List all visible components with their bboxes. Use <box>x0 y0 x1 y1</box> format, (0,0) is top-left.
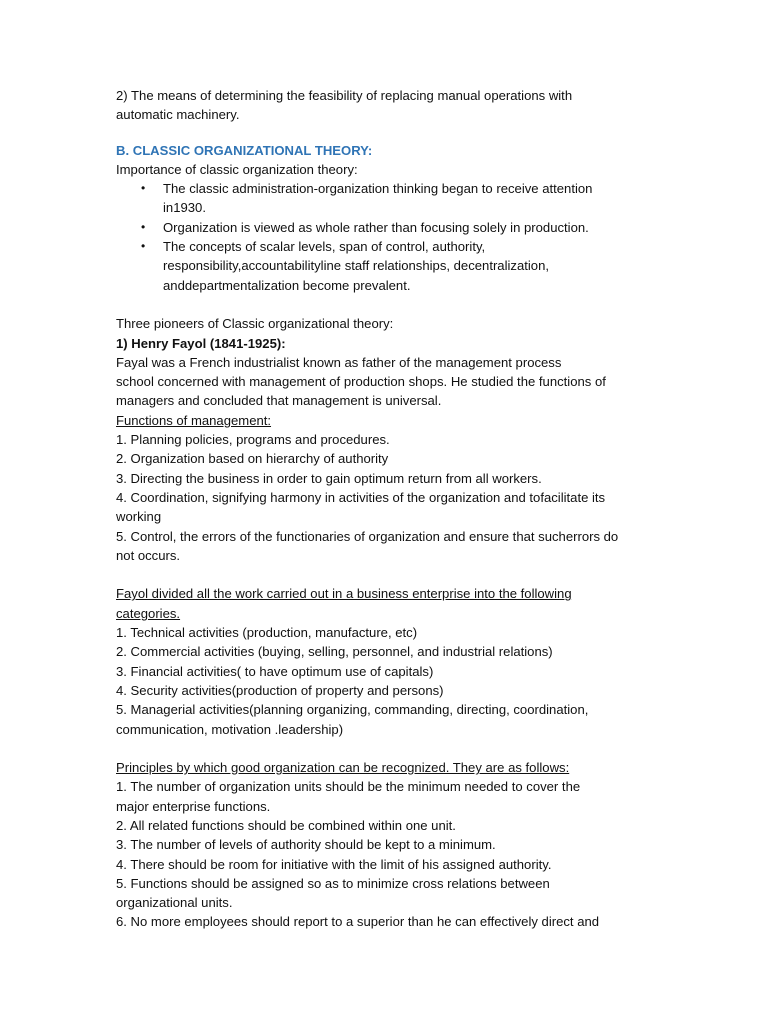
principles-line: 6. No more employees should report to a superior than he can effectively direct and <box>116 914 600 930</box>
categories-line: 1. Technical activities (production, manufacture, etc) <box>116 625 418 641</box>
fayol-desc-line: Fayal was a French industrialist known as father of the management process <box>116 354 562 370</box>
principles-line: 3. The number of levels of authority should be kept to a minimum. <box>116 837 496 853</box>
bullet-icon: • <box>141 239 146 254</box>
functions-line: 5. Control, the errors of the functionaries of organization and ensure that sucherrors do <box>116 528 619 544</box>
principles-line: 4. There should be room for initiative with the limit of his assigned authority. <box>116 856 552 872</box>
intro-line-1: 2) The means of determining the feasibility of replacing manual operations with <box>116 88 573 103</box>
functions-heading: Functions of management: <box>116 412 272 428</box>
principles-line: major enterprise functions. <box>116 798 271 814</box>
bullet-line: Organization is viewed as whole rather than focusing solely in production. <box>163 219 589 235</box>
functions-line: 4. Coordination, signifying harmony in activities of the organization and tofacilitate its <box>116 489 606 505</box>
bullet-item <box>116 237 676 295</box>
spacer <box>116 295 676 314</box>
bullet-line: anddepartmentalization become prevalent. <box>163 277 411 293</box>
bullet-icon: • <box>141 181 146 196</box>
bullet-line: The classic administration-organization thinking began to receive attention <box>163 181 593 197</box>
functions-line: not occurs. <box>116 547 181 563</box>
bullet-item <box>116 218 676 237</box>
bullet-icon: • <box>141 219 146 234</box>
bullet-line: in1930. <box>163 200 206 216</box>
fayol-desc-line: managers and concluded that management is universal. <box>116 393 442 409</box>
functions-line: 3. Directing the business in order to gain optimum return from all workers. <box>116 470 542 486</box>
importance-bullet-list <box>116 179 676 295</box>
spacer <box>116 125 676 141</box>
bullet-line: responsibility,accountabilityline staff relationships, decentralization, <box>163 258 549 274</box>
functions-line: working <box>116 509 162 525</box>
categories-line: 4. Security activities(production of property and persons) <box>116 682 444 698</box>
principles-line: 2. All related functions should be combined within one unit. <box>116 817 456 833</box>
bullet-line: The concepts of scalar levels, span of control, authority, <box>163 239 486 255</box>
principles-line: 5. Functions should be assigned so as to minimize cross relations between <box>116 875 550 891</box>
importance-label: Importance of classic organization theory: <box>116 161 358 177</box>
categories-heading-line: categories. <box>116 605 181 621</box>
categories-line: communication, motivation .leadership) <box>116 721 344 737</box>
spacer <box>116 565 676 584</box>
fayol-heading: 1) Henry Fayol (1841-1925): <box>116 335 286 351</box>
principles-line: organizational units. <box>116 895 233 911</box>
categories-line: 3. Financial activities( to have optimum use of capitals) <box>116 663 434 679</box>
categories-heading-line: Fayol divided all the work carried out in a business enterprise into the following <box>116 586 572 602</box>
intro-line-2: automatic machinery. <box>116 107 240 123</box>
principles-line: 1. The number of organization units should be the minimum needed to cover the <box>116 779 581 795</box>
principles-heading: Principles by which good organization can be recognized. They are as follows: <box>116 760 570 776</box>
pioneers-intro: Three pioneers of Classic organizational theory: <box>116 316 394 332</box>
categories-line: 5. Managerial activities(planning organizing, commanding, directing, coordination, <box>116 702 589 718</box>
fayol-desc-line: school concerned with management of production shops. He studied the functions of <box>116 374 606 390</box>
bullet-item <box>116 179 676 218</box>
spacer <box>116 739 676 758</box>
categories-line: 2. Commercial activities (buying, selling, personnel, and industrial relations) <box>116 644 553 660</box>
section-b-heading: B. CLASSIC ORGANIZATIONAL THEORY: <box>116 142 373 158</box>
functions-line: 2. Organization based on hierarchy of authority <box>116 451 389 467</box>
functions-line: 1. Planning policies, programs and procedures. <box>116 432 390 448</box>
